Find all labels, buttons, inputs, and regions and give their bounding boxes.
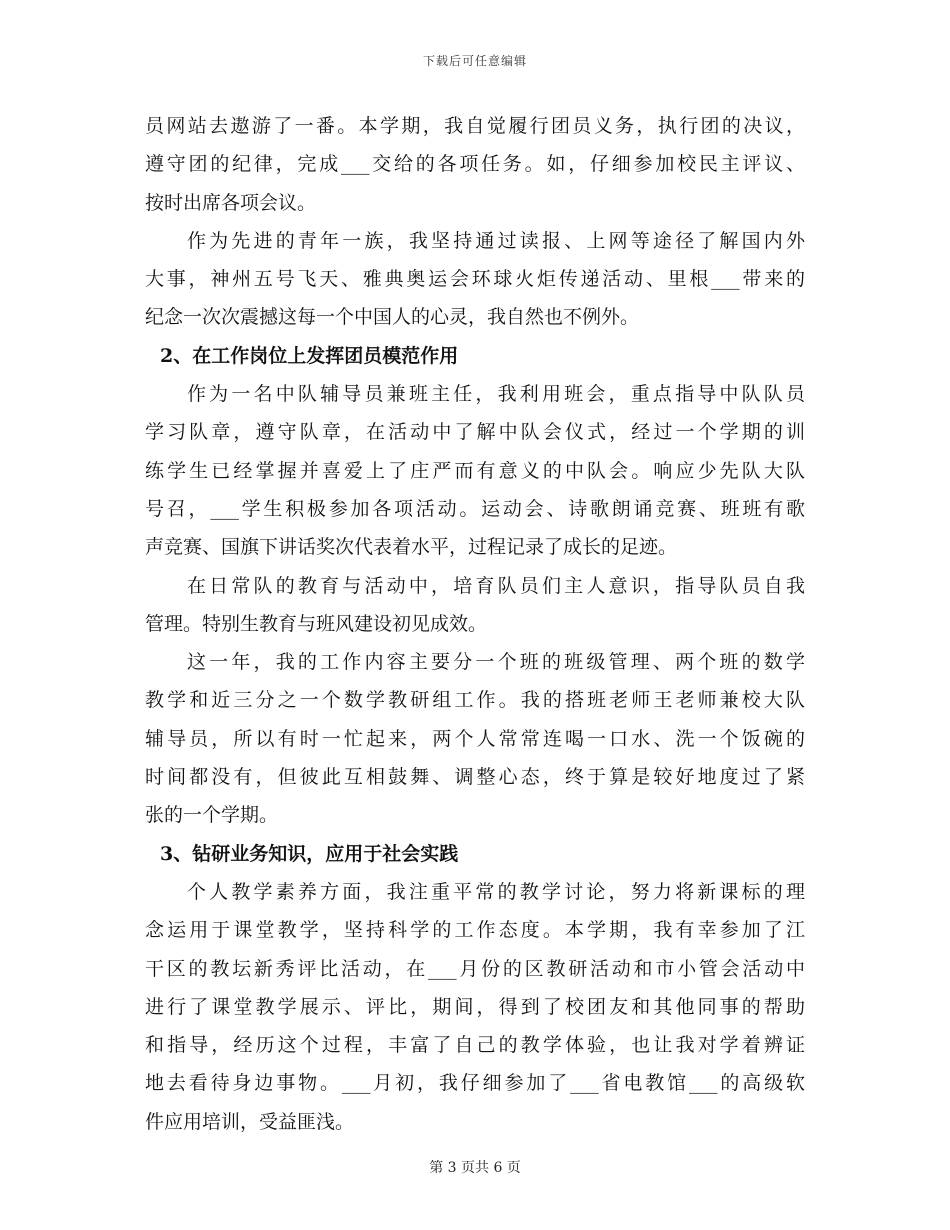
document-body xyxy=(145,107,805,1141)
page-number: 第 3 页共 6 页 xyxy=(429,1160,521,1176)
text-line: 和指导，经历这个过程，丰富了自己的教学体验，也让我对学着辨证 xyxy=(145,1034,805,1057)
text-line: 干区的教坛新秀评比活动，在___月份的区教研活动和市小管会活动中 xyxy=(145,957,805,980)
text-line: 件应用培训，受益匪浅。 xyxy=(145,1110,355,1133)
text-line: 教学和近三分之一个数学教研组工作。我的搭班老师王老师兼校大队 xyxy=(145,689,805,712)
text-line: 辅导员，所以有时一忙起来，两个人常常连喝一口水、洗一个饭碗的 xyxy=(145,727,805,750)
text-line: 遵守团的纪律，完成___交给的各项任务。如，仔细参加校民主评议、 xyxy=(145,153,805,176)
text-line: 地去看待身边事物。___月初，我仔细参加了___省电教馆___的高级软 xyxy=(145,1072,805,1095)
text-line: 学习队章，遵守队章，在活动中了解中队会仪式，经过一个学期的训 xyxy=(145,421,805,444)
text-line: 张的一个学期。 xyxy=(145,804,279,827)
text-line: 在日常队的教育与活动中，培育队员们主人意识，指导队员自我 xyxy=(187,574,805,597)
text-line: 声竞赛、国旗下讲话奖次代表着水平，过程记录了成长的足迹。 xyxy=(145,536,678,559)
section-heading: 2、在工作岗位上发挥团员模范作用 xyxy=(160,344,459,367)
text-line: 大事，神州五号飞天、雅典奥运会环球火炬传递活动、里根___带来的 xyxy=(145,268,805,291)
text-line: 进行了课堂教学展示、评比，期间，得到了校团友和其他同事的帮助 xyxy=(145,995,805,1018)
text-line: 纪念一次次震撼这每一个中国人的心灵，我自然也不例外。 xyxy=(145,306,640,329)
text-line: 作为一名中队辅导员兼班主任，我利用班会，重点指导中队队员 xyxy=(187,383,805,406)
text-line: 时间都没有，但彼此互相鼓舞、调整心态，终于算是较好地度过了紧 xyxy=(145,766,805,789)
page-header: 下载后可任意编辑 xyxy=(422,54,527,68)
text-line: 个人教学素养方面，我注重平常的教学讨论，努力将新课标的理 xyxy=(187,880,805,903)
text-line: 这一年，我的工作内容主要分一个班的班级管理、两个班的数学 xyxy=(187,651,805,674)
text-line: 员网站去遨游了一番。本学期，我自觉履行团员义务，执行团的决议， xyxy=(145,115,805,137)
text-line: 作为先进的青年一族，我坚持通过读报、上网等途径了解国内外 xyxy=(187,229,805,252)
section-heading: 3、钻研业务知识，应用于社会实践 xyxy=(160,842,459,865)
text-line: 管理。特别生教育与班风建设初见成效。 xyxy=(145,612,488,635)
text-line: 按时出席各项会议。 xyxy=(145,191,317,214)
text-line: 练学生已经掌握并喜爱上了庄严而有意义的中队会。响应少先队大队 xyxy=(145,459,805,482)
text-line: 号召，___学生积极参加各项活动。运动会、诗歌朗诵竞赛、班班有歌 xyxy=(145,497,805,520)
text-line: 念运用于课堂教学，坚持科学的工作态度。本学期，我有幸参加了江 xyxy=(145,919,805,942)
